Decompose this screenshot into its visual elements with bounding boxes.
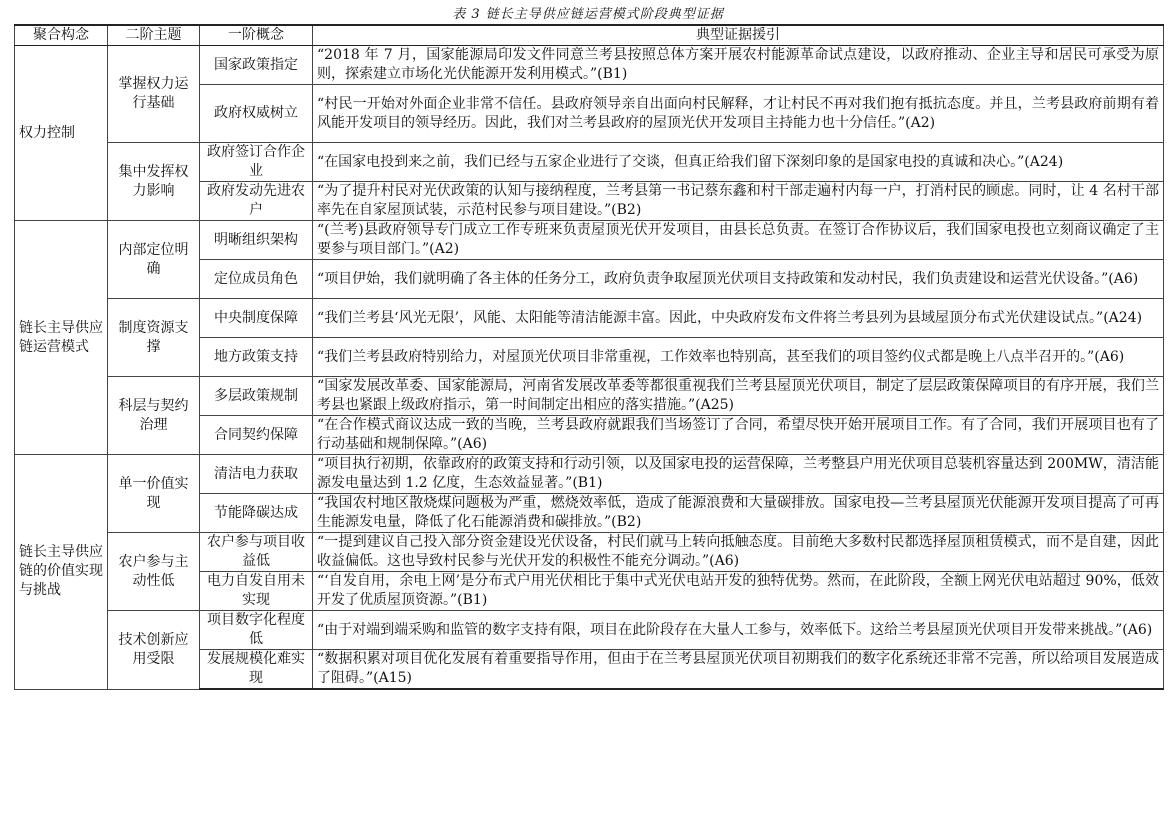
header-concept: 一阶概念 [200,25,313,46]
evidence-cell: “在合作模式商议达成一致的当晚，兰考县政府就跟我们当场签订了合同，希望尽快开始开展项目工作。有了合同，我们开展项目也有了行动基础和规制保障。”(A6) [313,416,1164,455]
theme-cell: 科层与契约治理 [108,377,200,455]
evidence-cell: “村民一开始对外面企业非常不信任。县政府领导亲自出面向村民解释，才让村民不再对我们抱有抵抗态度。并且，兰考县政府前期有着风能开发项目的领导经历。因此，我们对兰考县政府的屋顶光伏开发项目主持能力也十分信任。”(A2) [313,85,1164,143]
header-theme: 二阶主题 [108,25,200,46]
concept-cell: 项目数字化程度低 [200,611,313,650]
theme-cell: 掌握权力运行基础 [108,46,200,143]
header-construct: 聚合构念 [15,25,108,46]
table-row [15,455,1164,494]
concept-cell: 国家政策指定 [200,46,313,85]
table-row [15,299,1164,338]
evidence-cell: “由于对端到端采购和监管的数字支持有限，项目在此阶段存在大量人工参与，效率低下。这给兰考县屋顶光伏项目开发带来挑战。”(A6) [313,611,1164,650]
table-row [15,221,1164,260]
table-row [15,143,1164,182]
construct-cell: 链长主导供应链运营模式 [15,221,108,455]
evidence-table [14,24,1164,690]
evidence-cell: “数据积累对项目优化发展有着重要指导作用，但由于在兰考县屋顶光伏项目初期我们的数字化系统还非常不完善，所以给项目发展造成了阻碍。”(A15) [313,650,1164,690]
table-row [15,46,1164,85]
concept-cell: 电力自发自用未实现 [200,572,313,611]
evidence-cell: “我们兰考县政府特别给力，对屋顶光伏项目非常重视，工作效率也特别高，甚至我们的项目签约仪式都是晚上八点半召开的。”(A6) [313,338,1164,377]
concept-cell: 农户参与项目收益低 [200,533,313,572]
concept-cell: 明晰组织架构 [200,221,313,260]
evidence-cell: “我国农村地区散烧煤问题极为严重，燃烧效率低，造成了能源浪费和大量碳排放。国家电投—兰考县屋顶光伏能源开发项目提高了可再生能源发电量，降低了化石能源消费和碳排放。”(B2) [313,494,1164,533]
evidence-cell: “‘自发自用，余电上网’是分布式户用光伏相比于集中式光伏电站开发的独特优势。然而，在此阶段，全额上网光伏电站超过 90%，低效开发了优质屋顶资源。”(B1) [313,572,1164,611]
concept-cell: 中央制度保障 [200,299,313,338]
concept-cell: 发展规模化难实现 [200,650,313,690]
construct-cell: 权力控制 [15,46,108,221]
concept-cell: 政府发动先进农户 [200,182,313,221]
concept-cell: 清洁电力获取 [200,455,313,494]
evidence-cell: “为了提升村民对光伏政策的认知与接纳程度，兰考县第一书记蔡东鑫和村干部走遍村内每一户，打消村民的顾虑。同时，让 4 名村干部率先在自家屋顶试装，示范村民参与项目建设。”(B2) [313,182,1164,221]
concept-cell: 政府签订合作企业 [200,143,313,182]
concept-cell: 地方政策支持 [200,338,313,377]
evidence-cell: “我们兰考县‘风光无限’，风能、太阳能等清洁能源丰富。因此，中央政府发布文件将兰考县列为县域屋顶分布式光伏建设试点。”(A24) [313,299,1164,338]
evidence-cell: “(兰考)县政府领导专门成立工作专班来负责屋顶光伏开发项目，由县长总负责。在签订合作协议后，我们国家电投也立刻商议确定了主要参与项目部门。”(A2) [313,221,1164,260]
table-row [15,377,1164,416]
evidence-cell: “一提到建议自己投入部分资金建设光伏设备，村民们就马上转向抵触态度。目前绝大多数村民都选择屋顶租赁模式，而不是自建，因此收益偏低。这也导致村民参与光伏开发的积极性不能充分调动。”(A6) [313,533,1164,572]
concept-cell: 定位成员角色 [200,260,313,299]
table-caption: 表 3 链长主导供应链运营模式阶段典型证据 [452,7,724,22]
theme-cell: 集中发挥权力影响 [108,143,200,221]
theme-cell: 单一价值实现 [108,455,200,533]
concept-cell: 多层政策规制 [200,377,313,416]
evidence-cell: “在国家电投到来之前，我们已经与五家企业进行了交谈，但真正给我们留下深刻印象的是国家电投的真诚和决心。”(A24) [313,143,1164,182]
concept-cell: 合同契约保障 [200,416,313,455]
evidence-cell: “国家发展改革委、国家能源局，河南省发展改革委等都很重视我们兰考县屋顶光伏项目，制定了层层政策保障项目的有序开展，我们兰考县也紧跟上级政府指示，第一时间制定出相应的落实措施。”(A25) [313,377,1164,416]
table-row [15,611,1164,650]
theme-cell: 内部定位明确 [108,221,200,299]
theme-cell: 制度资源支撑 [108,299,200,377]
concept-cell: 政府权威树立 [200,85,313,143]
table-row [15,533,1164,572]
header-evidence: 典型证据援引 [313,25,1164,46]
concept-cell: 节能降碳达成 [200,494,313,533]
theme-cell: 技术创新应用受限 [108,611,200,690]
construct-cell: 链长主导供应链的价值实现与挑战 [15,455,108,690]
evidence-cell: “2018 年 7 月，国家能源局印发文件同意兰考县按照总体方案开展农村能源革命试点建设，以政府推动、企业主导和居民可承受为原则，探索建立市场化光伏能源开发利用模式。”(B1) [313,46,1164,85]
evidence-cell: “项目伊始，我们就明确了各主体的任务分工，政府负责争取屋顶光伏项目支持政策和发动村民，我们负责建设和运营光伏设备。”(A6) [313,260,1164,299]
theme-cell: 农户参与主动性低 [108,533,200,611]
evidence-cell: “项目执行初期，依靠政府的政策支持和行动引领，以及国家电投的运营保障，兰考整县户用光伏项目总装机容量达到 200MW，清洁能源发电量达到 1.2 亿度，生态效益显著。”(B1) [313,455,1164,494]
table-header-row [15,25,1164,46]
